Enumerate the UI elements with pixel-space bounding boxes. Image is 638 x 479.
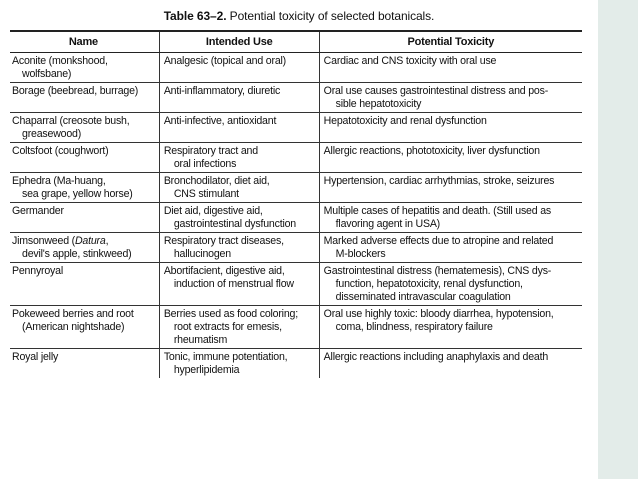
cell-potential-toxicity — [319, 349, 582, 379]
cell-intended-use — [159, 306, 319, 349]
table-row — [10, 203, 582, 233]
cell-line: root extracts for emesis, — [173, 321, 282, 333]
cell-line: Marked adverse effects due to atropine and related — [323, 235, 554, 247]
cell-line: hyperlipidemia — [173, 364, 240, 376]
cell-line: devil's apple, stinkweed) — [22, 248, 132, 260]
table-row — [10, 113, 582, 143]
cell-line: sible hepatotoxicity — [335, 98, 422, 110]
cell-line: gastrointestinal dysfunction — [173, 218, 296, 230]
cell-intended-use — [159, 263, 319, 306]
cell-line: Cardiac and CNS toxicity with oral use — [323, 55, 497, 67]
cell-line: Chaparral (creosote bush, — [12, 115, 130, 127]
cell-potential-toxicity — [319, 203, 582, 233]
table-row — [10, 263, 582, 306]
background-strip — [598, 0, 638, 479]
cell-line: coma, blindness, respiratory failure — [335, 321, 493, 333]
table-row — [10, 83, 582, 113]
cell-name — [10, 83, 159, 113]
cell-intended-use — [159, 53, 319, 83]
cell-line: Abortifacient, digestive aid, — [163, 265, 285, 277]
cell-line: Anti-inflammatory, diuretic — [163, 85, 281, 97]
cell-line: Respiratory tract diseases, — [163, 235, 284, 247]
cell-intended-use — [159, 143, 319, 173]
cell-line: Anti-infective, antioxidant — [163, 115, 277, 127]
cell-line: induction of menstrual flow — [173, 278, 294, 290]
cell-intended-use — [159, 233, 319, 263]
table-row — [10, 349, 582, 379]
cell-line: rheumatism — [173, 334, 228, 346]
header-intended-use: Intended Use — [159, 32, 319, 53]
cell-line: Germander — [12, 205, 64, 217]
cell-name — [10, 306, 159, 349]
cell-line: Royal jelly — [12, 351, 59, 363]
cell-line: Allergic reactions including anaphylaxis and death — [323, 351, 549, 363]
cell-intended-use — [159, 173, 319, 203]
cell-name — [10, 203, 159, 233]
table-body — [10, 53, 582, 379]
cell-line: Pokeweed berries and root — [12, 308, 134, 320]
table-row — [10, 233, 582, 263]
table-number: Table 63–2. — [163, 9, 227, 23]
cell-name — [10, 53, 159, 83]
cell-line: Ephedra (Ma-huang, — [12, 175, 106, 187]
cell-intended-use — [159, 349, 319, 379]
table-row — [10, 143, 582, 173]
cell-line: CNS stimulant — [173, 188, 239, 200]
cell-line: flavoring agent in USA) — [335, 218, 441, 230]
table-header-row — [10, 32, 582, 53]
header-potential-toxicity: Potential Toxicity — [319, 32, 582, 53]
cell-name — [10, 233, 159, 263]
cell-line: Multiple cases of hepatitis and death. (Still used as — [323, 205, 551, 217]
cell-line: Diet aid, digestive aid, — [163, 205, 263, 217]
cell-line: Coltsfoot (coughwort) — [12, 145, 109, 157]
cell-potential-toxicity — [319, 143, 582, 173]
cell-line: Borage (beebread, burrage) — [12, 85, 139, 97]
cell-line: Tonic, immune potentiation, — [163, 351, 288, 363]
table-row — [10, 53, 582, 83]
cell-line: disseminated intravascular coagulation — [335, 291, 511, 303]
cell-line: Pennyroyal — [12, 265, 63, 277]
cell-line: M-blockers — [335, 248, 386, 260]
cell-line: hallucinogen — [173, 248, 231, 260]
cell-line: Aconite (monkshood, — [12, 55, 108, 67]
cell-line: Allergic reactions, phototoxicity, liver dysfunction — [323, 145, 540, 157]
cell-potential-toxicity — [319, 53, 582, 83]
cell-potential-toxicity — [319, 83, 582, 113]
cell-line: (American nightshade) — [22, 321, 125, 333]
cell-intended-use — [159, 113, 319, 143]
cell-intended-use — [159, 203, 319, 233]
cell-line: Analgesic (topical and oral) — [163, 55, 286, 67]
cell-line: Hypertension, cardiac arrhythmias, stroke, seizures — [323, 175, 555, 187]
table-row — [10, 173, 582, 203]
header-name: Name — [10, 32, 159, 53]
cell-name — [10, 113, 159, 143]
cell-line: Oral use highly toxic: bloody diarrhea, hypotension, — [323, 308, 554, 320]
cell-line: greasewood) — [22, 128, 82, 140]
table-title — [0, 9, 598, 23]
cell-potential-toxicity — [319, 173, 582, 203]
cell-potential-toxicity — [319, 113, 582, 143]
cell-potential-toxicity — [319, 233, 582, 263]
table-row — [10, 306, 582, 349]
cell-name — [10, 349, 159, 379]
table-caption: Potential toxicity of selected botanicals. — [229, 9, 435, 23]
table-frame — [10, 30, 582, 378]
cell-line: Hepatotoxicity and renal dysfunction — [323, 115, 487, 127]
cell-line: Oral use causes gastrointestinal distress and pos- — [323, 85, 549, 97]
cell-line: sea grape, yellow horse) — [22, 188, 133, 200]
cell-line: Respiratory tract and — [163, 145, 258, 157]
cell-line: function, hepatotoxicity, renal dysfunction, — [335, 278, 523, 290]
cell-name — [10, 143, 159, 173]
cell-line: Jimsonweed (Datura, — [12, 235, 109, 247]
cell-potential-toxicity — [319, 306, 582, 349]
cell-intended-use — [159, 83, 319, 113]
botanicals-table — [10, 32, 582, 378]
cell-line: wolfsbane) — [22, 68, 72, 80]
cell-potential-toxicity — [319, 263, 582, 306]
cell-line: Berries used as food coloring; — [163, 308, 298, 320]
cell-line: Gastrointestinal distress (hematemesis), CNS dys- — [323, 265, 552, 277]
cell-line: Bronchodilator, diet aid, — [163, 175, 270, 187]
cell-name — [10, 173, 159, 203]
cell-name — [10, 263, 159, 306]
cell-line: oral infections — [173, 158, 237, 170]
